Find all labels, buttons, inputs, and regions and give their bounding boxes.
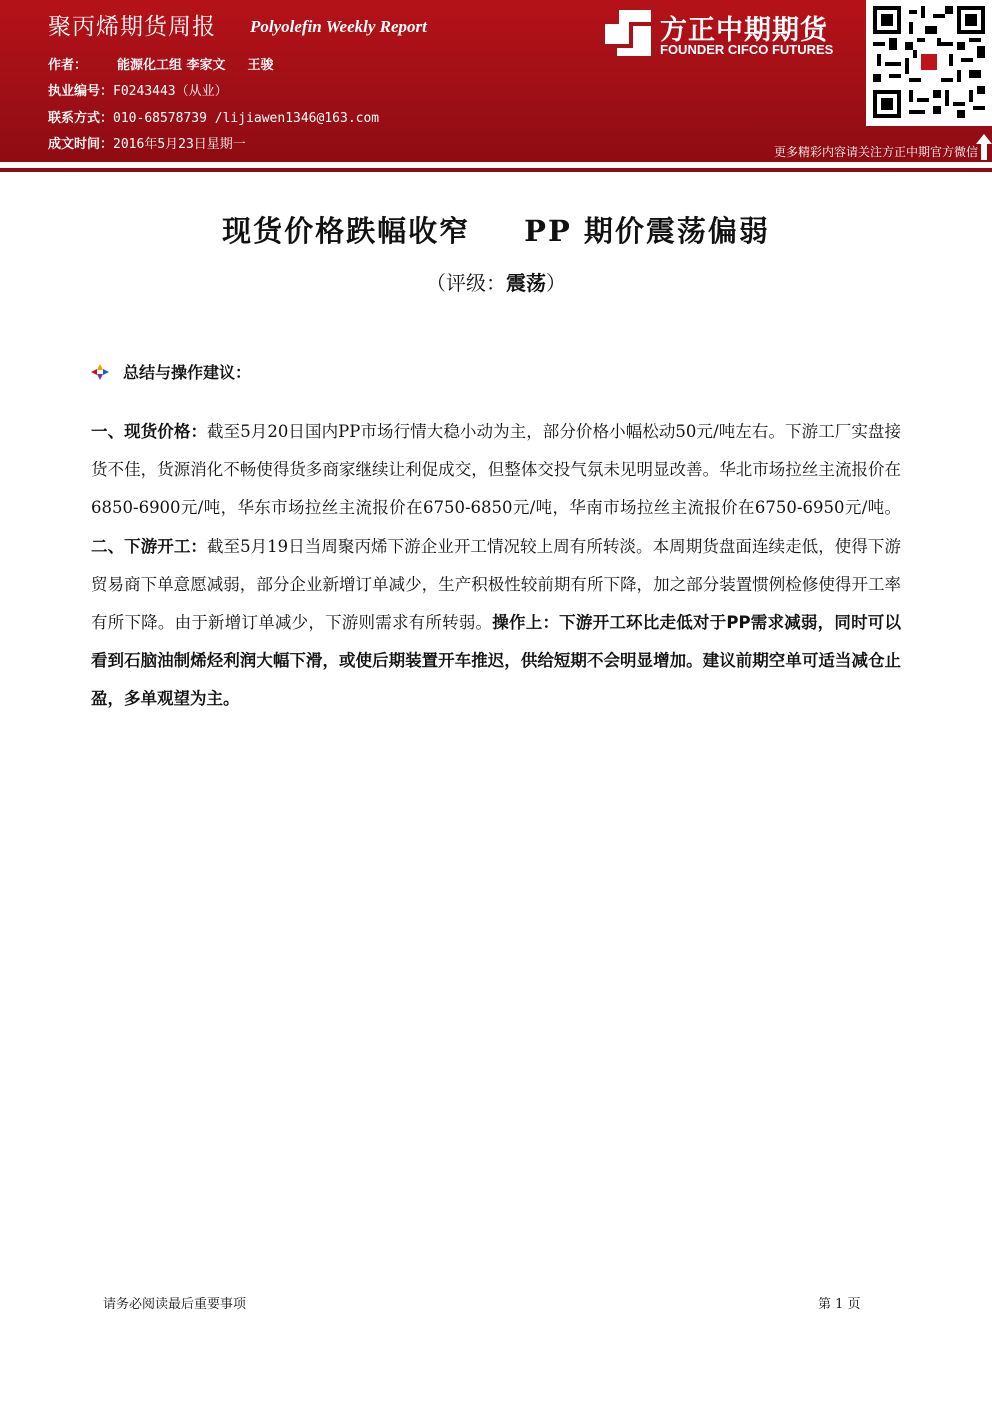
license-value: F0243443（从业）	[113, 84, 228, 99]
date-value: 2016年5月23日星期一	[113, 137, 246, 152]
company-logo	[605, 8, 855, 58]
author-second: 王骏	[247, 58, 274, 73]
downstream-text: 截至5月19日当周聚丙烯下游企业开工情况较上周有所转淡。本周期货盘面连续走低，使得下游贸易商下单意愿减弱，部分企业新增订单减少，生产积极性较前期有所下降，加之部分装置惯例检修使得开工率有所下降。由于新增订单减少，下游则需求有所转弱。	[91, 536, 901, 633]
contact-label: 联系方式：	[48, 111, 114, 126]
summary-heading	[91, 360, 251, 383]
author-label: 作者：	[48, 58, 88, 73]
rating-open: （评级：	[426, 271, 506, 295]
page-number: 第 1 页	[818, 1297, 861, 1312]
report-title: 聚丙烯期货周报	[48, 14, 216, 40]
report-headline	[0, 209, 992, 250]
rating-line	[0, 267, 992, 296]
author-row	[48, 54, 274, 73]
contact-row	[48, 107, 379, 126]
author-value: 能源化工组 李家文	[117, 58, 226, 73]
rating-close: ）	[546, 271, 566, 295]
date-row	[48, 133, 246, 152]
logo-en-text: FOUNDER CIFCO FUTURES	[660, 42, 834, 57]
report-header	[0, 0, 992, 162]
downstream-label: 二、下游开工：	[91, 536, 207, 556]
follow-wechat-text: 更多精彩内容请关注方正中期官方微信	[773, 145, 978, 159]
license-row	[48, 80, 228, 99]
spot-price-text: 截至5月20日国内PP市场行情大稳小动为主，部分价格小幅松动50元/吨左右。下游工厂实盘接货不佳，货源消化不畅使得货多商家继续让利促成交，但整体交投气氛未见明显改善。华北市场拉丝主流报价在6850-6900元/吨，华东市场拉丝主流报价在6750-6850元/吨，华南市场拉丝主流报价在6750-6950元/吨。	[91, 422, 901, 518]
rating-value: 震荡	[506, 271, 546, 295]
footer-notice: 请务必阅读最后重要事项	[103, 1297, 247, 1312]
headline-part-2: PP 期价震荡偏弱	[524, 214, 770, 248]
wechat-qr-code	[866, 0, 992, 126]
summary-paragraph	[91, 413, 901, 719]
date-label: 成文时间：	[48, 137, 114, 152]
contact-value: 010-68578739 /lijiawen1346@163.com	[113, 111, 380, 126]
license-label: 执业编号：	[48, 84, 114, 99]
header-divider	[0, 168, 992, 172]
bullet-icon	[91, 364, 109, 380]
summary-heading-text: 总结与操作建议：	[123, 363, 252, 382]
headline-part-1: 现货价格跌幅收窄	[222, 214, 471, 248]
spot-price-label: 一、现货价格：	[91, 422, 208, 441]
qr-code-icon	[873, 5, 985, 119]
logo-mark-icon	[605, 10, 651, 56]
up-arrow-icon	[976, 134, 992, 160]
logo-cn-text: 方正中期期货	[660, 15, 828, 46]
report-subtitle: Polyolefin Weekly Report	[250, 17, 427, 36]
operation-advice: 操作上：下游开工环比走低对于PP需求减弱，同时可以看到石脑油制烯烃利润大幅下滑，或使后期装置开车推迟，供给短期不会明显增加。建议前期空单可适当减仓止盈，多单观望为主。	[91, 613, 902, 709]
